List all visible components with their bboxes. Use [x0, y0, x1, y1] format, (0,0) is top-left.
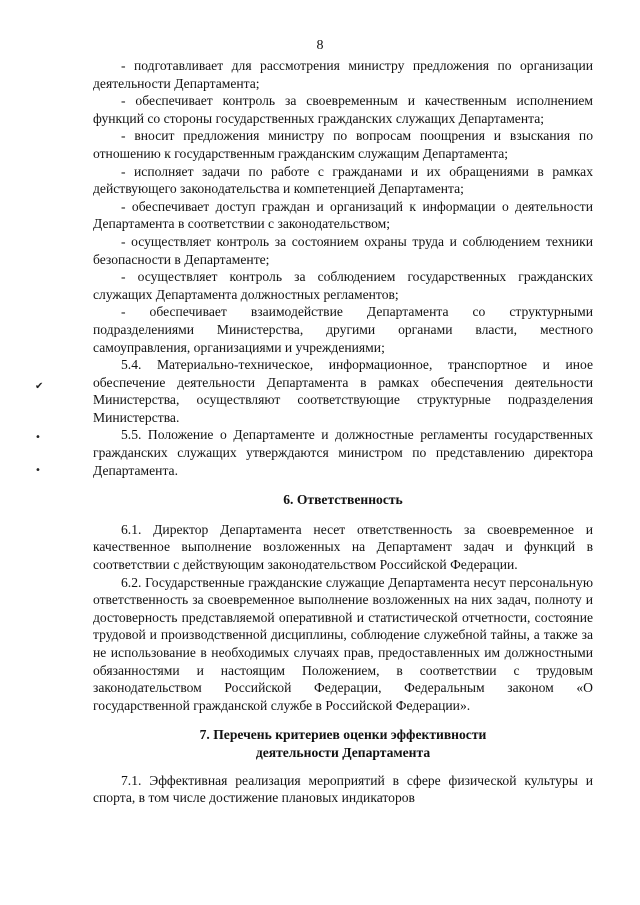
margin-mark-1: ✔ [35, 381, 44, 392]
paragraph-7-1: 7.1. Эффективная реализация мероприятий в сфере физической культуры и спорта, в том числе достижение плановых индикаторов [93, 772, 593, 806]
list-item: - обеспечивает взаимодействие Департамента со структурными подразделениями Министерства, другими органами власти, местного самоуправления, организациями и учреждениями; [93, 304, 593, 355]
section-7-heading-line2: деятельности Департамента [255, 744, 431, 760]
document-body [93, 57, 593, 807]
paragraph-5-5: 5.5. Положение о Департаменте и должностные регламенты государственных гражданских служащих утверждаются министром по представлению директора Департамента. [93, 427, 593, 478]
paragraph-6-1: 6.1. Директор Департамента несет ответственность за своевременное и качественное выполнение возложенных на Департамент задач и функций в соответствии с действующим законодательством Российской Федерации. [93, 521, 593, 573]
list-item: - обеспечивает контроль за своевременным и качественным исполнением функций со стороны государственных гражданских служащих Департамента; [93, 93, 593, 126]
paragraph-5-4: 5.4. Материально-техническое, информационное, транспортное и иное обеспечение деятельности Департамента в рамках обеспечения деятельности Министерства, осуществляют соответствующие структурные подразделения Министерства. [93, 357, 593, 425]
list-item: - обеспечивает доступ граждан и организаций к информации о деятельности Департамента в соответствии с законодательством; [93, 198, 593, 232]
list-item: - подготавливает для рассмотрения министру предложения по организации деятельности Департамента; [93, 58, 593, 91]
list-item: - исполняет задачи по работе с гражданами и их обращениями в рамках действующего законодательства и компетенцией Департамента; [93, 163, 593, 197]
paragraph-6-2: 6.2. Государственные гражданские служащие Департамента несут персональную ответственность за своевременное выполнение возложенных на них задач, полноту и достоверность представляемой оперативной и статистической отчетности, состояние трудовой и производственной дисциплины, соблюдение служебной тайны, а также за не использование в необходимых случаях прав, предоставленных им должностными обязанностями и настоящим Положением, в соответствии с трудовым законодательством Российской Федерации, Федеральным законом «О государственной гражданской службе в Российской Федерации». [93, 574, 593, 713]
section-7-heading [93, 726, 593, 761]
section-6-heading: 6. Ответственность [283, 492, 403, 508]
section-7-heading-line1: 7. Перечень критериев оценки эффективности [199, 727, 487, 743]
margin-mark-3: • [35, 465, 41, 476]
list-item: - осуществляет контроль за состоянием охраны труда и соблюдением техники безопасности в Департаменте; [93, 233, 593, 267]
page-number: 8 [316, 38, 324, 53]
list-item: - осуществляет контроль за соблюдением государственных гражданских служащих Департамента должностных регламентов; [93, 269, 593, 302]
list-item: - вносит предложения министру по вопросам поощрения и взыскания по отношению к государственным гражданским служащим Департамента; [93, 128, 593, 161]
margin-mark-2: • [35, 432, 41, 443]
